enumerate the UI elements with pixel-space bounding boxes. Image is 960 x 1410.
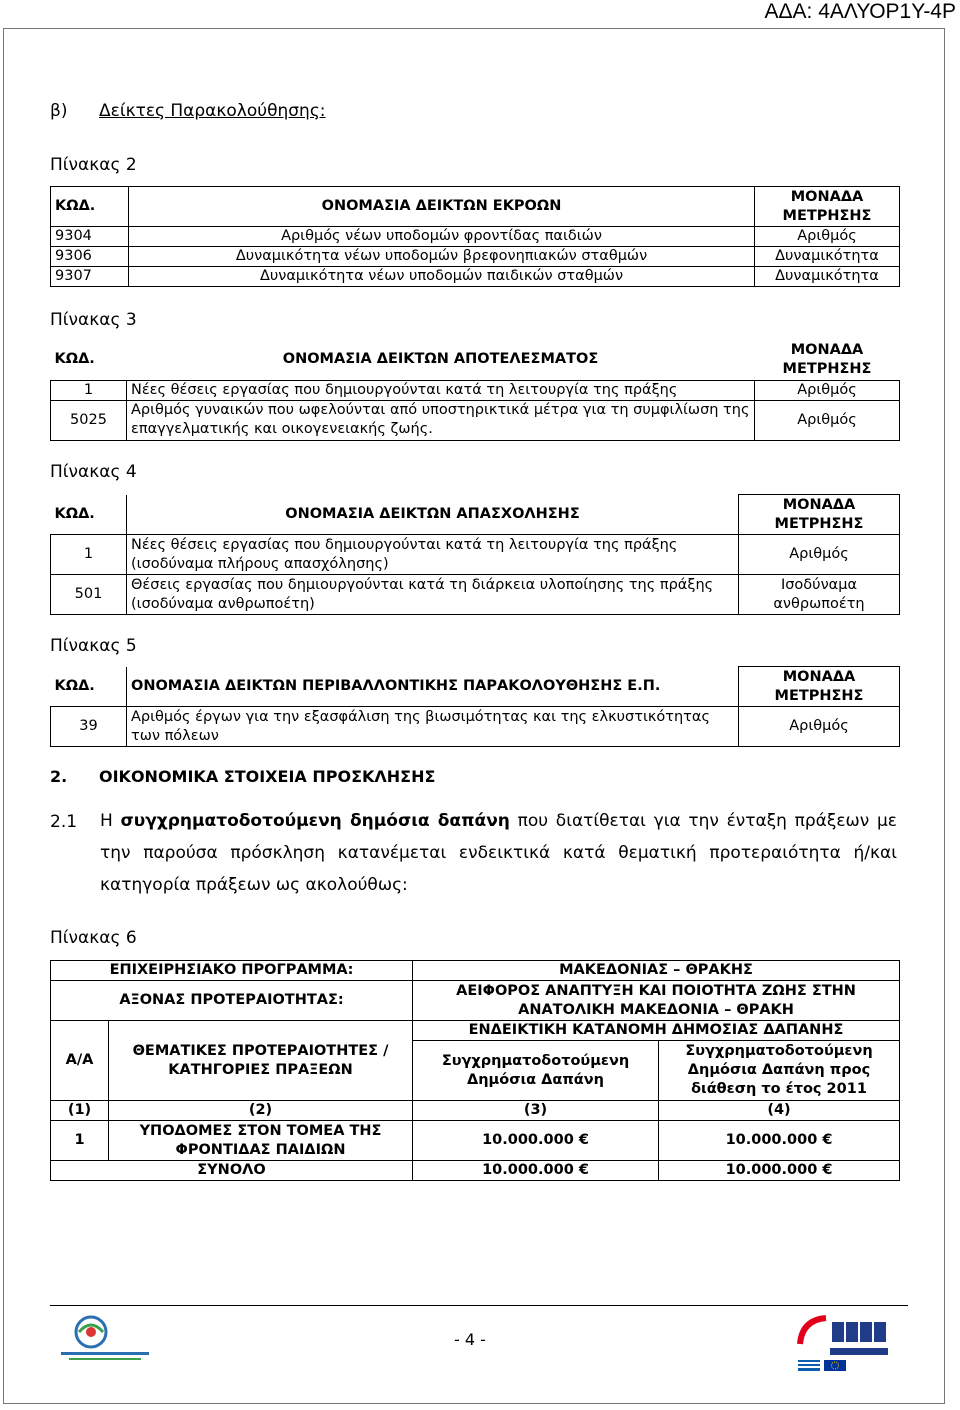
table-row <box>51 575 900 615</box>
section2-title: ΟΙΚΟΝΟΜΙΚΑ ΣΤΟΙΧΕΙΑ ΠΡΟΣΚΛΗΣΗΣ <box>99 767 436 786</box>
row-name: ΥΠΟΔΟΜΕΣ ΣΤΟΝ ΤΟΜΕΑ ΤΗΣ ΦΡΟΝΤΙΔΑΣ ΠΑΙΔΙΩΝ <box>109 1121 413 1161</box>
idx-1: (1) <box>51 1101 109 1121</box>
para-pre: Η <box>100 811 121 831</box>
table2-header-unit: ΜΟΝΑΔΑ ΜΕΤΡΗΣΗΣ <box>755 187 900 227</box>
table4-cell: 501 <box>51 575 127 615</box>
table5-cell: Αριθμός έργων για την εξασφάλιση της βιωσιμότητας και της ελκυστικότητας των πόλεων <box>127 707 739 747</box>
table2-caption: Πίνακας 2 <box>50 155 137 175</box>
table-row <box>51 535 900 575</box>
table4-header-name: ΟΝΟΜΑΣΙΑ ΔΕΙΚΤΩΝ ΑΠΑΣΧΟΛΗΣΗΣ <box>127 495 739 535</box>
total-label: ΣΥΝΟΛΟ <box>51 1161 413 1181</box>
table4-cell: Αριθμός <box>739 535 900 575</box>
table-row <box>51 707 900 747</box>
table2-cell: Αριθμός νέων υποδομών φροντίδας παιδιών <box>129 227 755 247</box>
table3-caption: Πίνακας 3 <box>50 310 137 330</box>
table3-cell: Αριθμός γυναικών που ωφελούνται από υποστηρικτικά μέτρα για τη συμφιλίωση της επαγγελματικής και οικογενειακής ζωής. <box>127 400 755 440</box>
table-row <box>51 247 900 267</box>
col-themes: ΘΕΜΑΤΙΚΕΣ ΠΡΟΤΕΡΑΙΟΤΗΤΕΣ /ΚΑΤΗΓΟΡΙΕΣ ΠΡΑΞΕΩΝ <box>109 1021 413 1101</box>
para-number: 2.1 <box>50 812 78 832</box>
table5-caption: Πίνακας 5 <box>50 636 137 656</box>
table2-cell: Δυναμικότητα νέων υποδομών βρεφονηπιακών σταθμών <box>129 247 755 267</box>
table3-header-unit: ΜΟΝΑΔΑ ΜΕΤΡΗΣΗΣ <box>782 341 872 377</box>
table3-cell: Αριθμός <box>755 380 900 400</box>
table4-cell: Νέες θέσεις εργασίας που δημιουργούνται κατά τη λειτουργία της πράξης (ισοδύναμα πλήρους απασχόλησης) <box>127 535 739 575</box>
table-row <box>51 227 900 247</box>
section2-paragraph <box>100 805 897 901</box>
table-row <box>51 400 900 440</box>
table4-caption: Πίνακας 4 <box>50 462 137 482</box>
para-bold: συγχρηματοδοτούμενη δημόσια δαπάνη <box>120 811 510 831</box>
table2-cell: 9307 <box>51 267 129 287</box>
table3-cell: Αριθμός <box>755 400 900 440</box>
col-aa: Α/Α <box>51 1021 109 1101</box>
table3-header-code: ΚΩΔ. <box>54 351 95 368</box>
total-v2: 10.000.000 € <box>659 1161 900 1181</box>
table-row <box>51 267 900 287</box>
idx-3: (3) <box>413 1101 659 1121</box>
page-number: - 4 - <box>454 1330 486 1349</box>
table-row <box>51 1121 900 1161</box>
table2 <box>50 186 900 287</box>
table5-header-name: ΟΝΟΜΑΣΙΑ ΔΕΙΚΤΩΝ ΠΕΡΙΒΑΛΛΟΝΤΙΚΗΣ ΠΑΡΑΚΟΛΟΥΘΗΣΗΣ Ε.Π. <box>127 667 739 707</box>
table4-cell: Ισοδύναμα ανθρωποέτη <box>739 575 900 615</box>
table3-header-name: ΟΝΟΜΑΣΙΑ ΔΕΙΚΤΩΝ ΑΠΟΤΕΛΕΣΜΑΤΟΣ <box>282 351 599 368</box>
table2-cell: Δυναμικότητα νέων υποδομών παιδικών σταθμών <box>129 267 755 287</box>
table3-cell: 5025 <box>51 400 127 440</box>
table5-cell: Αριθμός <box>739 707 900 747</box>
footer-divider <box>50 1305 908 1306</box>
table4-header-unit: ΜΟΝΑΔΑ ΜΕΤΡΗΣΗΣ <box>739 495 900 535</box>
table2-cell: 9306 <box>51 247 129 267</box>
table-row <box>51 380 900 400</box>
col-cofin-year: Συγχρηματοδοτούμενη Δημόσια Δαπάνη προς διάθεση το έτος 2011 <box>659 1041 900 1101</box>
espa-logo <box>792 1310 892 1372</box>
table3-cell: Νέες θέσεις εργασίας που δημιουργούνται κατά τη λειτουργία της πράξης <box>127 380 755 400</box>
table2-cell: Δυναμικότητα <box>755 247 900 267</box>
table4-cell: Θέσεις εργασίας που δημιουργούνται κατά τη διάρκεια υλοποίησης της πράξης (ισοδύναμα ανθρωποέτη) <box>127 575 739 615</box>
espa-logo-graphic <box>792 1310 892 1372</box>
ada-code: ΑΔΑ: 4ΑΛΥΟΡ1Υ-4Ρ <box>764 0 956 23</box>
idx-4: (4) <box>659 1101 900 1121</box>
axis-label: ΑΞΟΝΑΣ ΠΡΟΤΕΡΑΙΟΤΗΤΑΣ: <box>51 981 413 1021</box>
row-v2: 10.000.000 € <box>659 1121 900 1161</box>
table2-cell: 9304 <box>51 227 129 247</box>
table2-header-code: ΚΩΔ. <box>51 187 129 227</box>
table4-header-code: ΚΩΔ. <box>51 495 127 535</box>
table2-header-name: ΟΝΟΜΑΣΙΑ ΔΕΙΚΤΩΝ ΕΚΡΟΩΝ <box>129 187 755 227</box>
table5-cell: 39 <box>51 707 127 747</box>
table6-caption: Πίνακας 6 <box>50 928 137 948</box>
table6 <box>50 960 900 1181</box>
table5 <box>50 666 900 747</box>
table4-cell: 1 <box>51 535 127 575</box>
table3-cell: 1 <box>51 380 127 400</box>
table2-cell: Δυναμικότητα <box>755 267 900 287</box>
section2-number: 2. <box>50 767 68 786</box>
section-b-title: Δείκτες Παρακολούθησης: <box>99 101 326 121</box>
table2-cell: Αριθμός <box>755 227 900 247</box>
table5-header-code: ΚΩΔ. <box>51 667 127 707</box>
table3 <box>50 340 900 441</box>
axis-value: ΑΕΙΦΟΡΟΣ ΑΝΑΠΤΥΞΗ ΚΑΙ ΠΟΙΟΤΗΤΑ ΖΩΗΣ ΣΤΗΝ ΑΝΑΤΟΛΙΚΗ ΜΑΚΕΔΟΝΙΑ – ΘΡΑΚΗ <box>413 981 900 1021</box>
para-post: που διατίθεται για την ένταξη πράξεων με την παρούσα πρόσκληση κατανέμεται ενδεικτικά κατά θεματική προτεραιότητα ή/και κατηγορία πράξεων ως ακολούθως: <box>100 811 897 895</box>
col-alloc: ΕΝΔΕΙΚΤΙΚΗ ΚΑΤΑΝΟΜΗ ΔΗΜΟΣΙΑΣ ΔΑΠΑΝΗΣ <box>413 1021 900 1041</box>
row-aa: 1 <box>51 1121 109 1161</box>
op-label: ΕΠΙΧΕΙΡΗΣΙΑΚΟ ΠΡΟΓΡΑΜΜΑ: <box>51 961 413 981</box>
row-v1: 10.000.000 € <box>413 1121 659 1161</box>
table5-header-unit: ΜΟΝΑΔΑ ΜΕΤΡΗΣΗΣ <box>739 667 900 707</box>
section-b-prefix: β) <box>50 101 68 121</box>
idx-2: (2) <box>109 1101 413 1121</box>
col-cofin: Συγχρηματοδοτούμενη Δημόσια Δαπάνη <box>413 1041 659 1101</box>
op-value: ΜΑΚΕΔΟΝΙΑΣ – ΘΡΑΚΗΣ <box>413 961 900 981</box>
total-v1: 10.000.000 € <box>413 1161 659 1181</box>
table4 <box>50 494 900 615</box>
table-row <box>51 1161 900 1181</box>
